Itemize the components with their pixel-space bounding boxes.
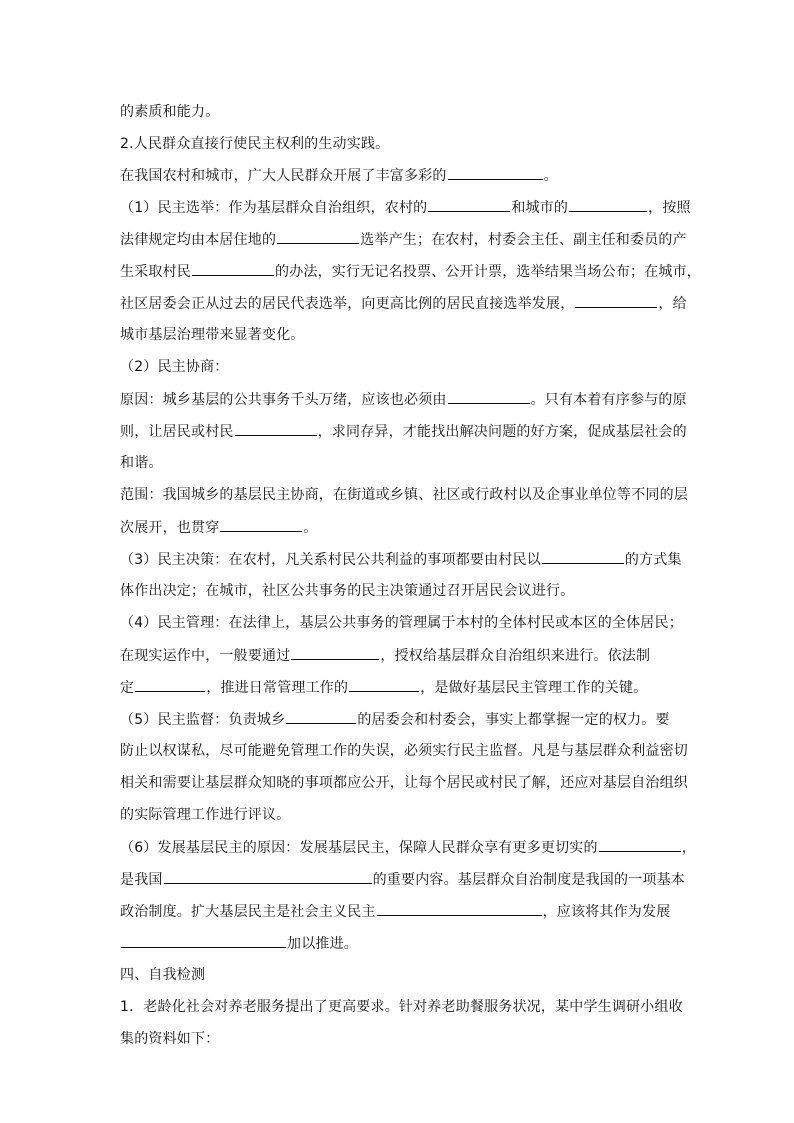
fill-blank[interactable] xyxy=(569,197,647,212)
text-line: （5）民主监督：负责城乡 的居委会和村委会，事实上都掌握一定的权力。要 xyxy=(120,709,670,730)
fill-blank[interactable] xyxy=(192,261,274,276)
text-line: 法律规定均由本居住地的 选举产生；在农村，村委会主任、副主任和委员的产 xyxy=(120,229,687,250)
text-line: 在我国农村和城市，广大人民群众开展了丰富多彩的 。 xyxy=(120,165,558,186)
text-line: 相关和需要让基层群众知晓的事项都应公开，让每个居民或村民了解，还应对基层自治组织 xyxy=(120,775,688,791)
text-line: 是我国 的重要内容。基层群众自治制度是我国的一项基本 xyxy=(120,869,685,890)
fill-blank[interactable] xyxy=(291,645,379,660)
text-line: 范围：我国城乡的基层民主协商，在街道或乡镇、社区或行政村以及企事业单位等不同的层 xyxy=(120,487,688,503)
fill-blank[interactable] xyxy=(349,677,419,692)
text-line: 原因：城乡基层的公共事务千头万绪，应该也必须由 。只有本着有序参与的原 xyxy=(120,389,687,410)
text-line: （1）民主选举：作为基层群众自治组织，农村的 和城市的 ，按照 xyxy=(120,197,691,218)
question-text: 1．老龄化社会对养老服务提出了更高要求。针对养老助餐服务状况，某中学生调研小组收 xyxy=(120,999,683,1015)
fill-blank[interactable] xyxy=(277,229,359,244)
text-line: （3）民主决策：在农村，凡关系村民公共利益的事项都要由村民以 的方式集 xyxy=(120,549,682,570)
text-line: 城市基层治理带来显著变化。 xyxy=(120,327,305,343)
question-text: 集的资料如下： xyxy=(120,1031,220,1047)
text-line: 生采取村民 的办法，实行无记名投票、公开计票，选举结果当场公布；在城市， xyxy=(120,261,701,282)
text-line: （4）民主管理：在法律上，基层公共事务的管理属于本村的全体村民或本区的全体居民； xyxy=(120,615,683,631)
text-line: 次展开，也贯穿 。 xyxy=(120,517,318,538)
text-line: 和谐。 xyxy=(120,455,163,471)
text-line: 加以推进。 xyxy=(120,933,358,954)
fill-blank[interactable] xyxy=(448,389,530,404)
text-line: 体作出决定；在城市，社区公共事务的民主决策通过召开居民会议进行。 xyxy=(120,583,575,599)
fill-blank[interactable] xyxy=(220,517,302,532)
fill-blank[interactable] xyxy=(448,165,543,180)
fill-blank[interactable] xyxy=(542,549,624,564)
text-line: 则，让居民或村民 ，求同存异，才能找出解决问题的好方案，促成基层社会的 xyxy=(120,421,687,442)
text-line: 的素质和能力。 xyxy=(120,104,220,120)
subsection-heading: （2）民主协商： xyxy=(120,359,229,375)
text-line: 在现实运作中，一般要通过 ，授权给基层群众自治组织来进行。依法制 xyxy=(120,645,650,666)
text-line: 社区居委会正从过去的居民代表选举，向更高比例的居民直接选举发展， ，给 xyxy=(120,293,687,314)
section-heading: 2.人民群众直接行使民主权利的生动实践。 xyxy=(120,136,390,152)
section-heading: 四、自我检测 xyxy=(120,967,206,983)
fill-blank[interactable] xyxy=(428,197,510,212)
text-line: （6）发展基层民主的原因：发展基层民主，保障人民群众享有更多更切实的 ， xyxy=(120,837,696,858)
fill-blank[interactable] xyxy=(286,709,356,724)
fill-blank[interactable] xyxy=(599,837,681,852)
text-line: 政治制度。扩大基层民主是社会主义民主 ，应该将其作为发展 xyxy=(120,901,670,922)
fill-blank[interactable] xyxy=(575,293,657,308)
fill-blank[interactable] xyxy=(235,421,317,436)
fill-blank[interactable] xyxy=(135,677,205,692)
fill-blank[interactable] xyxy=(377,901,542,916)
text-line: 的实际管理工作进行评议。 xyxy=(120,807,291,823)
fill-blank[interactable] xyxy=(121,933,286,948)
text-line: 定 ，推进日常管理工作的 ，是做好基层民主管理工作的关键。 xyxy=(120,677,647,698)
text-line: 防止以权谋私，尽可能避免管理工作的失误，必须实行民主监督。凡是与基层群众利益密切 xyxy=(120,743,688,759)
fill-blank[interactable] xyxy=(164,869,372,884)
